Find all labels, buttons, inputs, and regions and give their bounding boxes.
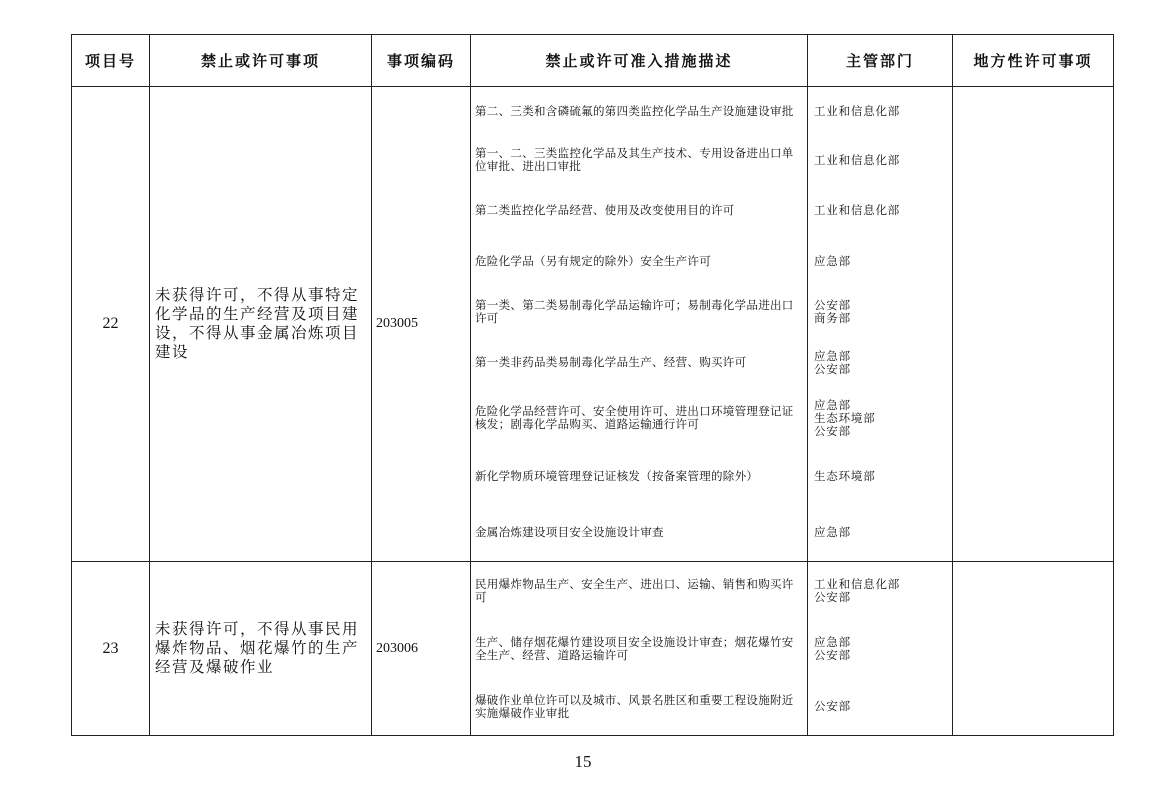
department-text: 应急部 生态环境部 公安部 [814, 397, 876, 438]
measure-description: 危险化学品经营许可、安全使用许可、进出口环境管理登记证核发；剧毒化学品购买、道路运输通行许可 [475, 404, 794, 431]
department-text: 应急部 公安部 [814, 635, 851, 662]
measure-description: 爆破作业单位许可以及城市、风景名胜区和重要工程设施附近实施爆破作业审批 [475, 692, 794, 720]
header-competent-department: 主管部门 [808, 35, 953, 87]
table-header-row [72, 35, 1114, 87]
item-number-cell: 23 [72, 562, 150, 736]
measure-description: 第二、三类和含磷硫氟的第四类监控化学品生产设施建设审批 [475, 103, 794, 118]
measure-description: 民用爆炸物品生产、安全生产、进出口、运输、销售和购买许可 [475, 577, 794, 604]
page-number: 15 [574, 752, 592, 771]
header-local-permit-item: 地方性许可事项 [953, 35, 1114, 87]
measure-description: 金属冶炼建设项目安全设施设计审查 [475, 525, 664, 539]
department-text: 生态环境部 [814, 468, 876, 483]
department-text: 应急部 [814, 253, 851, 268]
department-cell [808, 87, 953, 562]
department-text: 工业和信息化部 [814, 202, 901, 217]
department-text: 应急部 公安部 [814, 348, 851, 376]
department-cell [808, 562, 953, 736]
header-measure-description: 禁止或许可准入措施描述 [471, 35, 808, 87]
department-text: 工业和信息化部 [814, 103, 901, 118]
header-item-code: 事项编码 [372, 35, 471, 87]
measure-description: 生产、储存烟花爆竹建设项目安全设施设计审查；烟花爆竹安全生产、经营、道路运输许可 [475, 635, 794, 662]
measure-description-cell [471, 87, 808, 562]
measure-description: 第一类、第二类易制毒化学品运输许可；易制毒化学品进出口许可 [475, 298, 794, 325]
local-permit-cell [953, 562, 1114, 736]
header-prohibited-or-permitted-item: 禁止或许可事项 [150, 35, 372, 87]
item-cell: 未获得许可，不得从事民用爆炸物品、烟花爆竹的生产经营及爆破作业 [150, 562, 372, 736]
table-row [72, 562, 1114, 736]
header-item-number: 项目号 [72, 35, 150, 87]
measure-description: 危险化学品（另有规定的除外）安全生产许可 [475, 253, 711, 268]
permit-table [71, 34, 1114, 736]
item-cell: 未获得许可，不得从事特定化学品的生产经营及项目建设，不得从事金属冶炼项目建设 [150, 87, 372, 562]
department-text: 应急部 [814, 525, 851, 539]
department-text: 公安部 商务部 [814, 298, 851, 325]
table-row [72, 87, 1114, 562]
local-permit-cell [953, 87, 1114, 562]
measure-description-cell [471, 562, 808, 736]
item-number-cell: 22 [72, 87, 150, 562]
item-code-cell: 203006 [372, 562, 471, 736]
measure-description: 新化学物质环境管理登记证核发（按备案管理的除外） [475, 468, 759, 483]
department-text: 工业和信息化部 [814, 152, 901, 167]
department-text: 公安部 [814, 699, 851, 713]
department-text: 工业和信息化部 公安部 [814, 577, 901, 604]
item-code-cell: 203005 [372, 87, 471, 562]
measure-description: 第二类监控化学品经营、使用及改变使用目的许可 [475, 202, 735, 217]
measure-description: 第一类非药品类易制毒化学品生产、经营、购买许可 [475, 355, 747, 369]
measure-description: 第一、二、三类监控化学品及其生产技术、专用设备进出口单位审批、进出口审批 [475, 146, 794, 173]
